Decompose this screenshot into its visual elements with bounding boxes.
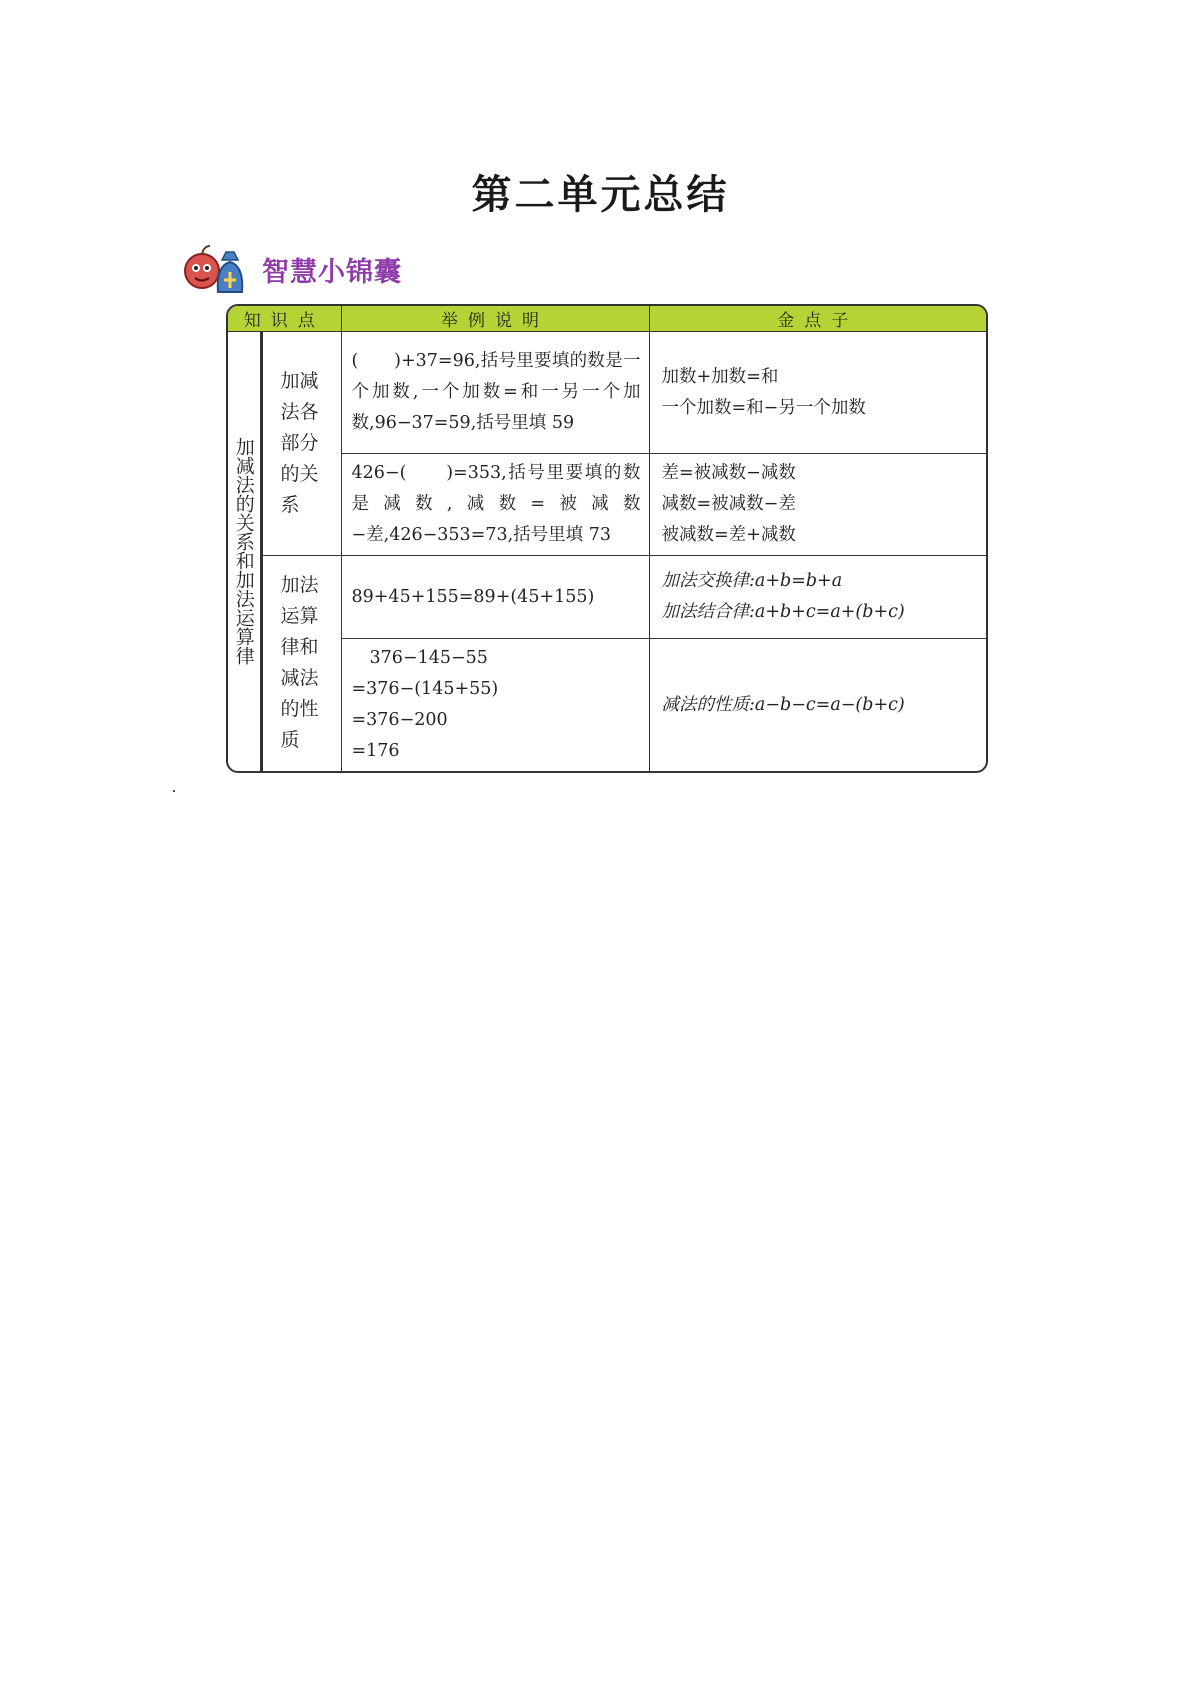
summary-table xyxy=(226,304,988,773)
tip-line: 加数+加数=和 xyxy=(661,366,779,387)
tips-cell xyxy=(649,454,986,556)
tip-line: 减法的性质:a−b−c=a−(b+c) xyxy=(661,694,905,715)
stray-dot xyxy=(173,790,175,792)
example-cell xyxy=(341,332,649,454)
example-line: 376−145−55 xyxy=(369,648,488,668)
knowledge-point-label: 加法运算律和减法的性质 xyxy=(280,574,319,752)
knowledge-point-label: 加减法各部分的关系 xyxy=(280,370,319,516)
page-title: 第二单元总结 xyxy=(471,172,730,218)
knowledge-point-cell xyxy=(261,332,341,556)
tip-line: 减数=被减数−差 xyxy=(661,494,796,514)
example-cell xyxy=(341,454,649,556)
section-title: 智慧小锦囊 xyxy=(262,257,402,288)
tips-cell xyxy=(649,332,986,454)
table-row xyxy=(228,332,986,454)
apple-and-money-bag-icon xyxy=(182,240,250,296)
table-row xyxy=(228,556,986,639)
table-row xyxy=(228,639,986,772)
tips-cell xyxy=(649,639,986,772)
table-header-row xyxy=(228,306,986,332)
example-cell xyxy=(341,556,649,639)
tip-line: 加法交换律:a+b=b+a xyxy=(661,571,843,591)
topic-label: 加减法的关系和加法运算律 xyxy=(232,437,255,666)
knowledge-point-cell xyxy=(261,556,341,772)
table-row xyxy=(228,454,986,556)
header-example: 举例说明 xyxy=(341,306,649,332)
example-text: ( )+37=96,括号里要填的数是一个加数,一个加数=和一另一个加数,96−37=59,括号里填 59 xyxy=(351,351,641,433)
topic-cell xyxy=(228,332,261,772)
header-tips: 金点子 xyxy=(649,306,986,332)
tip-line: 差=被减数−减数 xyxy=(661,463,796,483)
example-line: =376−(145+55) xyxy=(351,679,499,699)
example-cell xyxy=(341,639,649,772)
example-line: =376−200 xyxy=(351,710,448,730)
tip-line: 一个加数=和−另一个加数 xyxy=(661,397,866,418)
tips-cell xyxy=(649,556,986,639)
example-line: =176 xyxy=(351,741,400,761)
tip-line: 被减数=差+减数 xyxy=(661,525,796,545)
example-text: 89+45+155=89+(45+155) xyxy=(351,586,595,607)
example-text: 426−( )=353,括号里要填的数是减数,减数=被减数−差,426−353=73,括号里填 73 xyxy=(351,463,641,545)
tip-line: 加法结合律:a+b+c=a+(b+c) xyxy=(661,602,905,622)
section-header xyxy=(182,240,482,296)
header-knowledge-point: 知识点 xyxy=(228,306,341,332)
